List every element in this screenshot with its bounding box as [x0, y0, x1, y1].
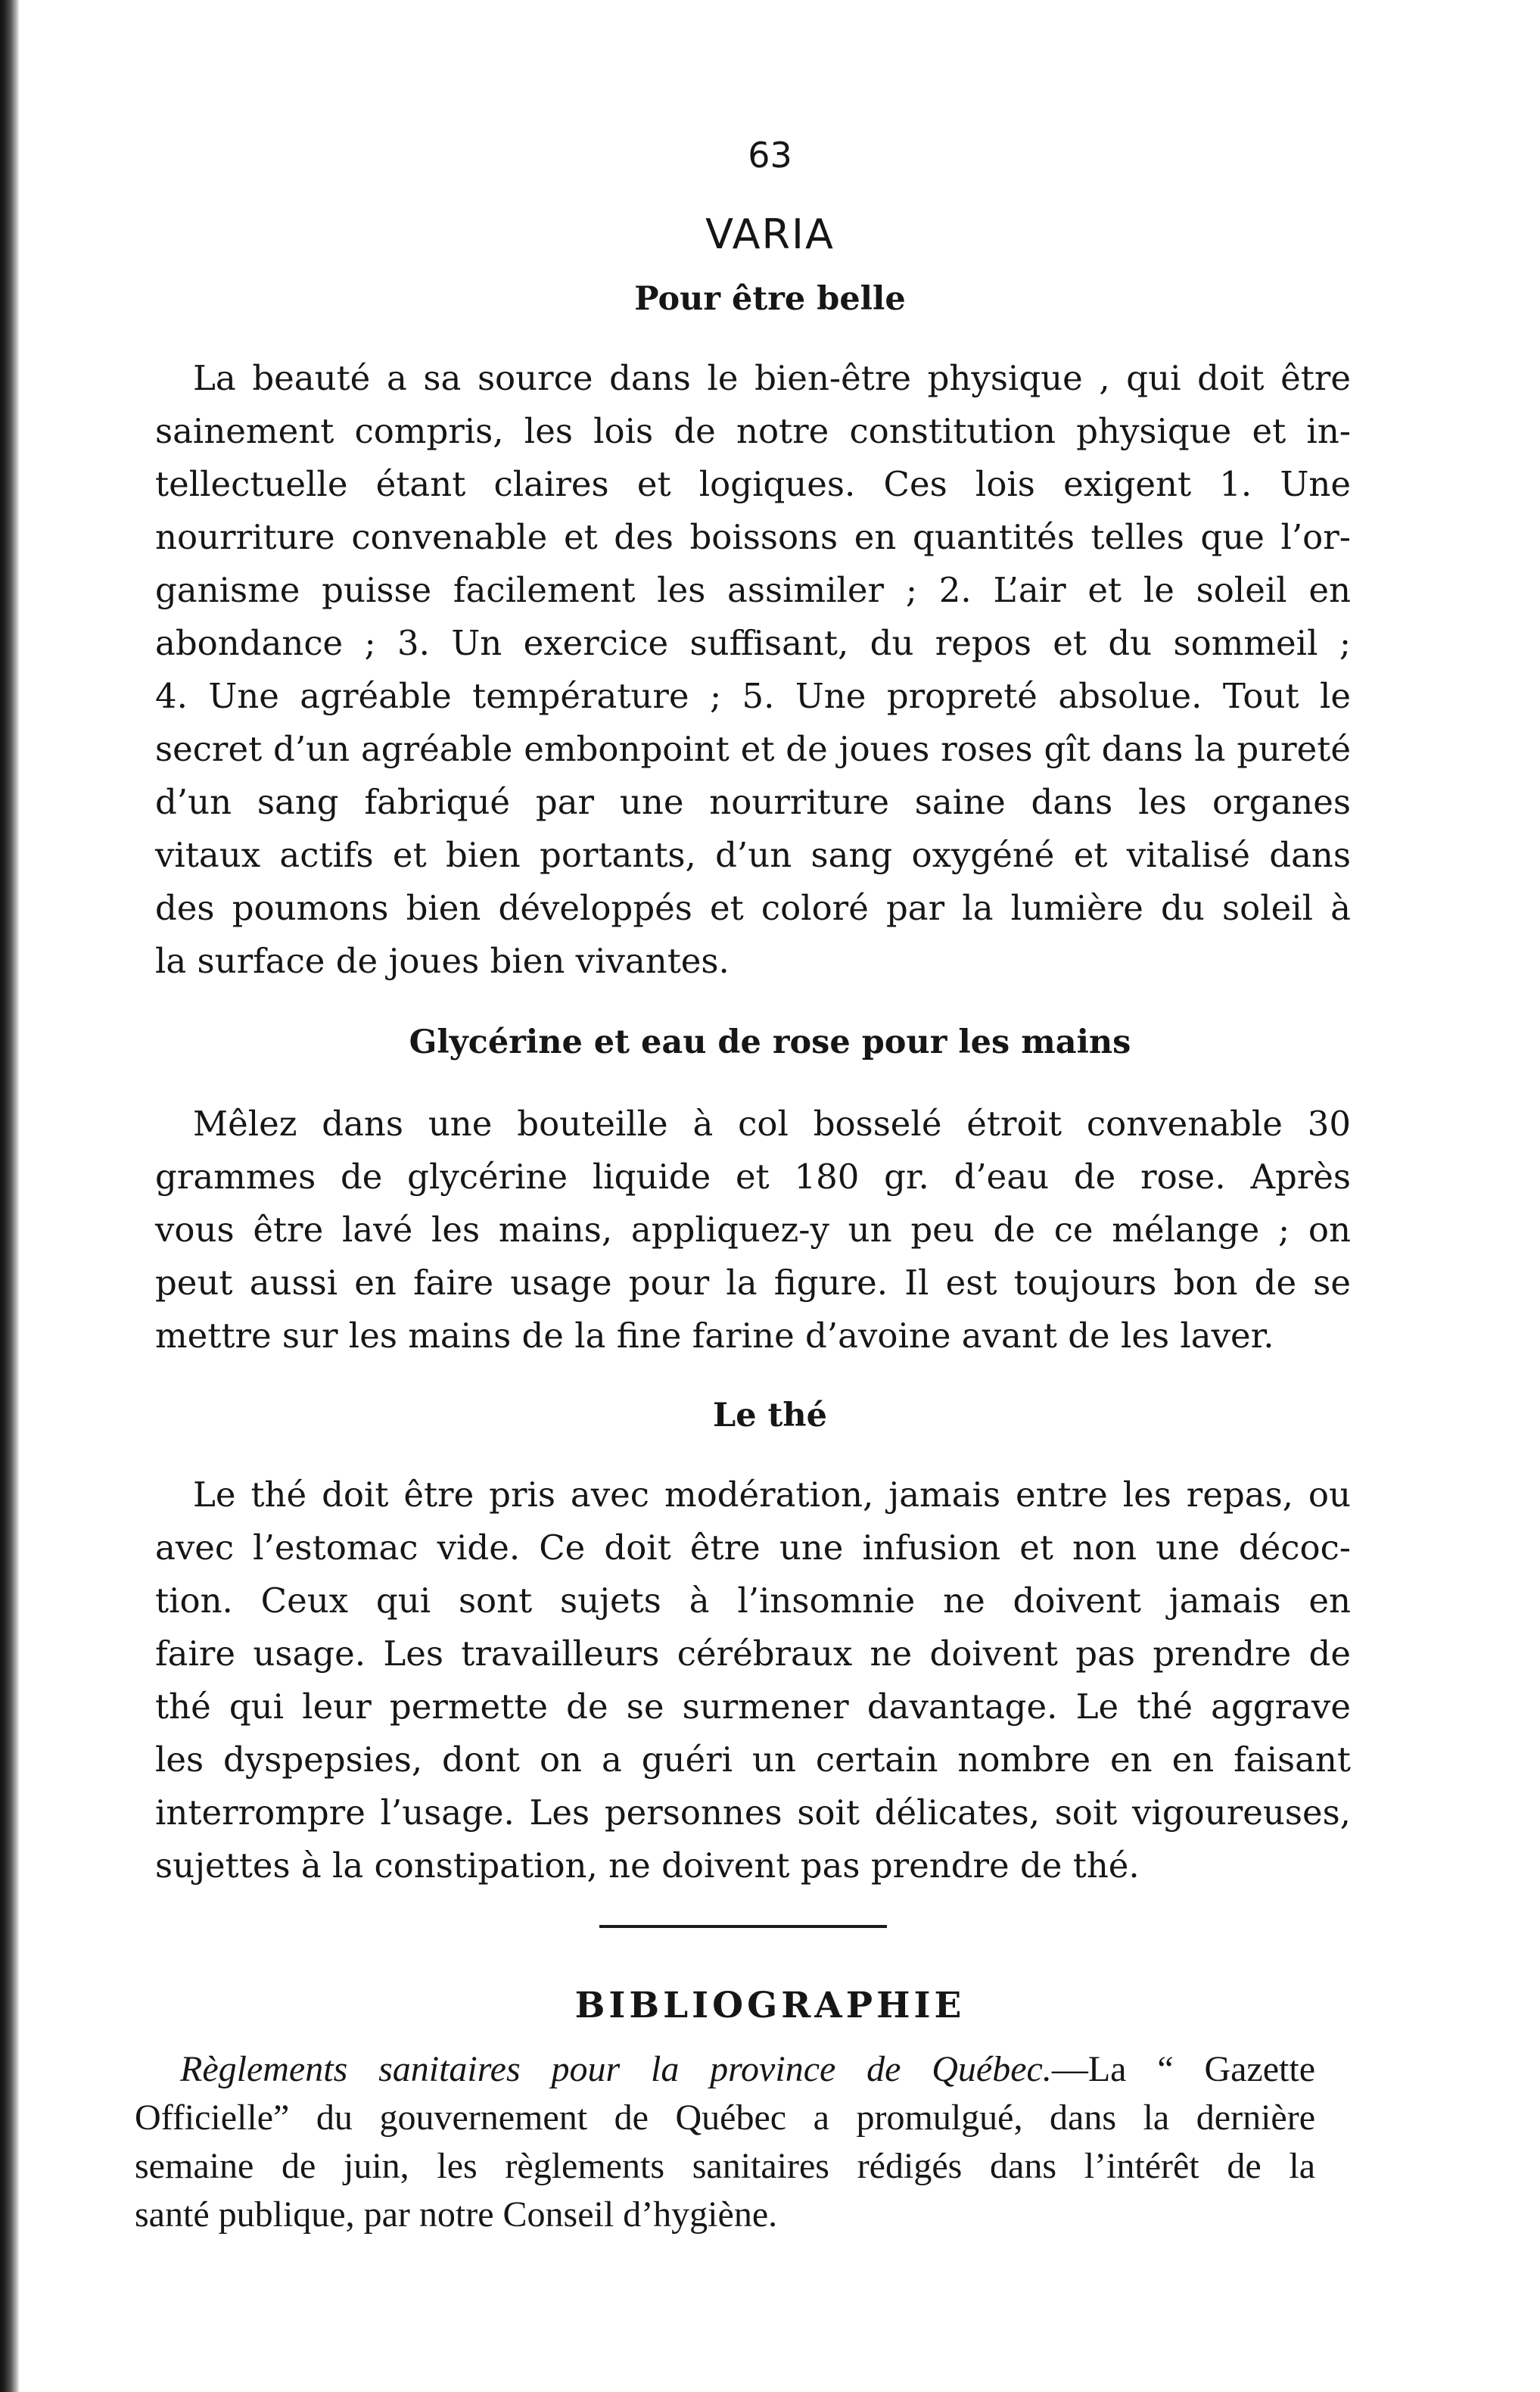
body-line: tion. Ceux qui sont sujets à l’insomnie ne doivent jamais en	[155, 1581, 1351, 1621]
body-line: mettre sur les mains de la fine farine d’avoine avant de les laver.	[155, 1316, 1274, 1356]
article-title: Glycérine et eau de rose pour les mains	[409, 1023, 1131, 1061]
article-body	[155, 1469, 1351, 1892]
bibliography-line: semaine de juin, les règlements sanitaires rédigés dans l’intérêt de la	[135, 2146, 1315, 2186]
page-number: 63	[748, 135, 792, 176]
article-title: Pour être belle	[634, 280, 906, 318]
body-line: La beauté a sa source dans le bien-être physique , qui doit être	[193, 358, 1351, 398]
section-divider	[599, 1925, 887, 1928]
body-line: sujettes à la constipation, ne doivent pas prendre de thé.	[155, 1845, 1140, 1886]
body-line: avec l’estomac vide. Ce doit être une infusion et non une décoc-	[155, 1528, 1351, 1568]
body-line: grammes de glycérine liquide et 180 gr. d’eau de rose. Après	[155, 1157, 1351, 1197]
body-line: 4. Une agréable température ; 5. Une propreté absolue. Tout le	[155, 676, 1351, 716]
body-line: faire usage. Les travailleurs cérébraux ne doivent pas prendre de	[155, 1634, 1351, 1674]
body-line: peut aussi en faire usage pour la figure. Il est toujours bon de se	[155, 1263, 1351, 1303]
article-body	[155, 352, 1351, 988]
bibliography-entry-title: Règlements sanitaires pour la province de Québec.	[180, 2049, 1052, 2089]
body-line: sainement compris, les lois de notre constitution physique et in-	[155, 411, 1351, 451]
body-line: secret d’un agréable embonpoint et de joues roses gît dans la pureté	[155, 729, 1351, 769]
body-line: nourriture convenable et des boissons en quantités telles que l’or-	[155, 517, 1351, 557]
body-line: vous être lavé les mains, appliquez-y un peu de ce mélange ; on	[155, 1210, 1351, 1250]
bibliography-line: santé publique, par notre Conseil d’hygiène.	[135, 2194, 778, 2235]
section-heading: VARIA	[705, 210, 835, 258]
page-binding-edge	[0, 0, 20, 2392]
bibliography-line	[135, 2045, 1315, 2094]
body-line: Le thé doit être pris avec modération, jamais entre les repas, ou	[193, 1475, 1351, 1515]
bibliography-heading: BIBLIOGRAPHIE	[574, 1985, 966, 2026]
body-line: thé qui leur permette de se surmener davantage. Le thé aggrave	[155, 1687, 1351, 1727]
body-line: les dyspepsies, dont on a guéri un certain nombre en en faisant	[155, 1739, 1351, 1780]
body-line: des poumons bien développés et coloré par la lumière du soleil à	[155, 888, 1351, 928]
article-body	[155, 1098, 1351, 1363]
body-line: abondance ; 3. Un exercice suffisant, du repos et du sommeil ;	[155, 623, 1351, 663]
body-line: Mêlez dans une bouteille à col bosselé étroit convenable 30	[193, 1104, 1351, 1144]
body-line: la surface de joues bien vivantes.	[155, 941, 730, 981]
bibliography-line-text: —La “ Gazette	[1051, 2049, 1316, 2089]
article-title: Le thé	[712, 1397, 828, 1434]
bibliography-entry	[135, 2045, 1315, 2239]
body-line: interrompre l’usage. Les personnes soit délicates, soit vigoureuses,	[155, 1792, 1351, 1833]
body-line: vitaux actifs et bien portants, d’un sang oxygéné et vitalisé dans	[155, 835, 1351, 875]
body-line: tellectuelle étant claires et logiques. Ces lois exigent 1. Une	[155, 464, 1351, 504]
bibliography-line: Officielle” du gouvernement de Québec a promulgué, dans la dernière	[135, 2098, 1315, 2138]
body-line: ganisme puisse facilement les assimiler ; 2. L’air et le soleil en	[155, 570, 1351, 610]
body-line: d’un sang fabriqué par une nourriture saine dans les organes	[155, 782, 1351, 822]
